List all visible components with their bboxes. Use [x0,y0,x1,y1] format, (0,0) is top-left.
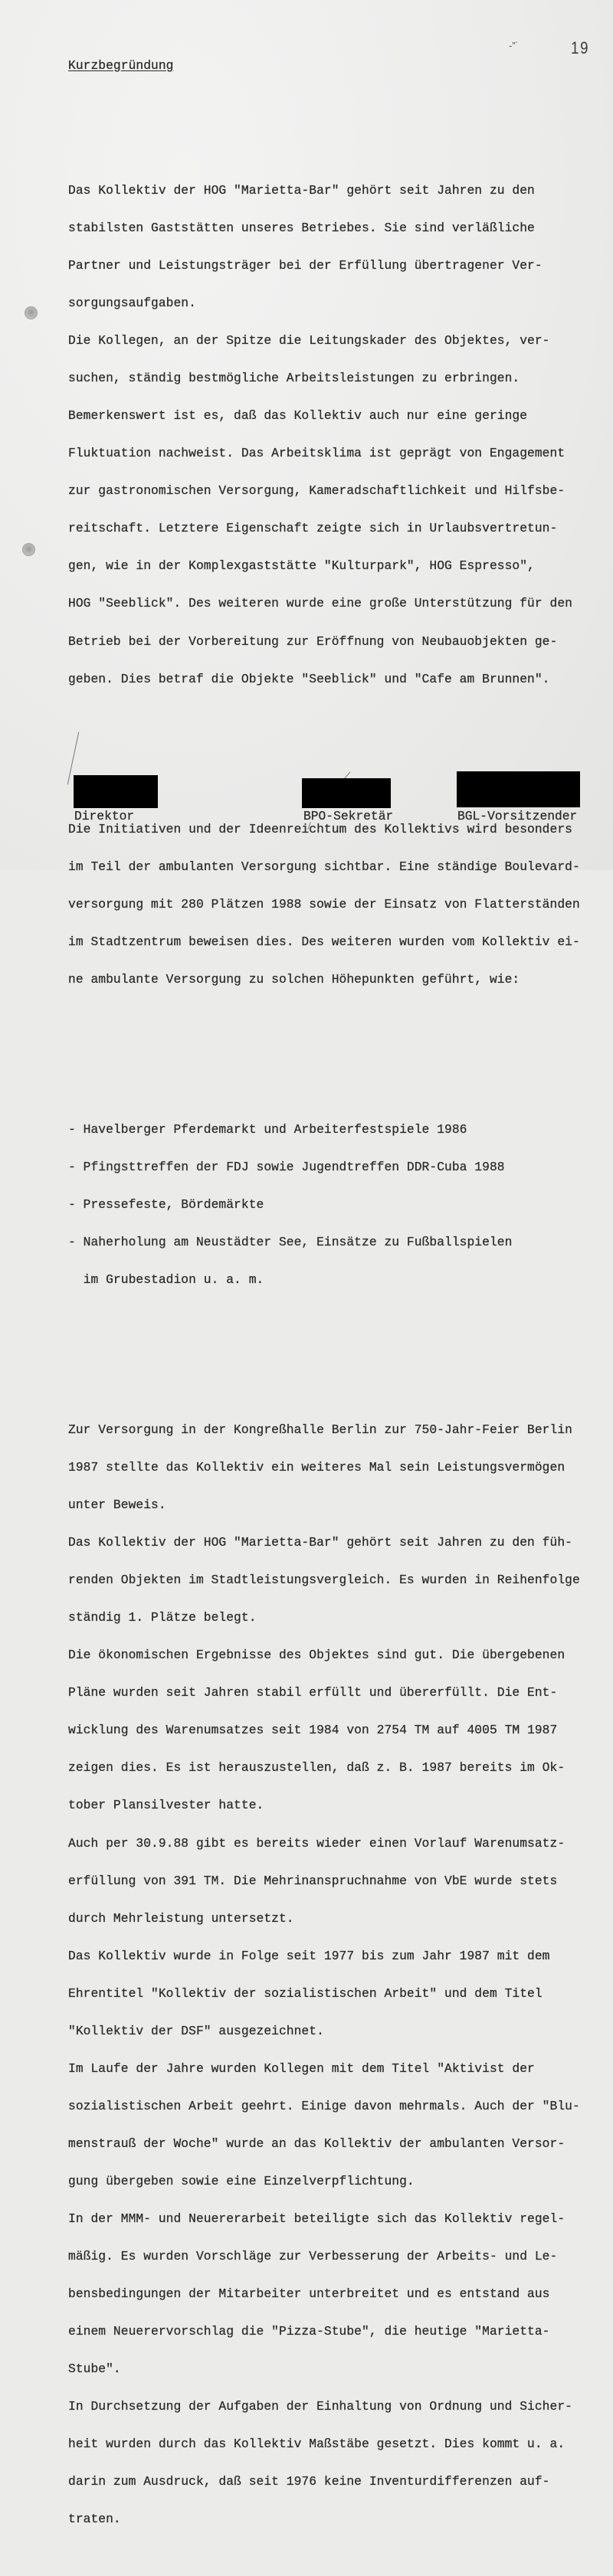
text-line: geben. Dies betraf die Objekte "Seeblick" und "Cafe am Brunnen". [68,671,550,686]
text-line: Die ökonomischen Ergebnisse des Objektes sind gut. Die übergebenen [68,1648,565,1663]
text-line: sozialistischen Arbeit geehrt. Einige davon mehrmals. Auch der "Blu- [68,2098,580,2113]
list-item: - Pfingsttreffen der FDJ sowie Jugendtreffen DDR-Cuba 1988 [68,1159,505,1174]
blank-line [68,1036,580,1049]
blank-line [68,97,580,110]
text-line: versorgung mit 280 Plätzen 1988 sowie der Einsatz von Flatterständen [68,896,580,912]
text-line: ne ambulante Versorgung zu solchen Höhepunkten geführt, wie: [68,971,520,987]
text-line: ständig 1. Plätze belegt. [68,1610,257,1625]
text-line: zur gastronomischen Versorgung, Kameradschaftlichkeit und Hilfsbe- [68,483,565,499]
text-line: darin zum Ausdruck, daß seit 1976 keine Inventurdifferenzen auf- [68,2474,550,2489]
punch-hole-top [25,306,38,319]
text-line: Ehrentitel "Kollektiv der sozialistischen Arbeit" und dem Titel [68,1985,543,2001]
text-line: sorgungsaufgaben. [68,296,196,311]
text-line: Die Initiativen und der Ideenreichtum des Kollektivs wird besonders [68,821,572,836]
paragraph-2 [68,798,580,1011]
text-line: tober Plansilvester hatte. [68,1798,264,1813]
text-line: Betrieb bei der Vorbereitung zur Eröffnung von Neubauobjekten ge- [68,633,558,649]
text-line: Pläne wurden seit Jahren stabil erfüllt und übererfüllt. Die Ent- [68,1685,558,1700]
text-line: im Teil der ambulanten Versorgung sichtbar. Eine ständige Boulevard- [68,859,580,874]
text-line: 1987 stellte das Kollektiv ein weiteres Mal sein Leistungsvermögen [68,1460,565,1475]
signature-label-bpo: BPO-Sekretär [303,809,394,823]
text-line: menstrauß der Woche" wurde an das Kollektiv der ambulanten Versor- [68,2136,565,2151]
paragraph-1 [68,159,580,710]
text-line: Im Laufe der Jahre wurden Kollegen mit dem Titel "Aktivist der [68,2060,535,2076]
text-line: unter Beweis. [68,1497,166,1513]
punch-hole-bottom [22,543,35,556]
text-line: durch Mehrleistung untersetzt. [68,1910,294,1926]
paragraph-4 [68,1399,580,2551]
text-line: reitschaft. Letztere Eigenschaft zeigte sich in Urlaubsvertretun- [68,521,558,536]
blank-line [68,1337,580,1349]
text-line: Zur Versorgung in der Kongreßhalle Berlin zur 750-Jahr-Feier Berlin [68,1422,572,1438]
text-line: stabilsten Gaststätten unseres Betriebes. Sie sind verläßliche [68,221,535,236]
text-line: erfüllung von 391 TM. Die Mehrinanspruchnahme von VbE wurde stets [68,1873,558,1888]
list-item-continuation: im Grubestadion u. a. m. [68,1272,264,1288]
text-line: suchen, ständig bestmögliche Arbeitsleistungen zu erbringen. [68,371,520,386]
page-number: 19 [571,38,590,57]
text-line: traten. [68,2512,121,2527]
document-body [68,34,580,2576]
redacted-signature-director [74,775,158,808]
text-line: Stube". [68,2361,121,2376]
text-line: Das Kollektiv der HOG "Marietta-Bar" gehört seit Jahren zu den füh- [68,1535,572,1550]
text-line: Fluktuation nachweist. Das Arbeitsklima ist geprägt von Engagement [68,446,565,461]
text-line: Das Kollektiv der HOG "Marietta-Bar" gehört seit Jahren zu den [68,183,535,198]
redacted-signature-bpo [302,778,391,808]
text-line: gen, wie in der Komplexgaststätte "Kulturpark", HOG Espresso", [68,558,535,574]
text-line: HOG "Seeblick". Des weiteren wurde eine große Unterstützung für den [68,596,572,611]
text-line: renden Objekten im Stadtleistungsvergleich. Es wurden in Reihenfolge [68,1573,580,1588]
text-line: Das Kollektiv wurde in Folge seit 1977 bis zum Jahr 1987 mit dem [68,1948,550,1963]
list-item: - Naherholung am Neustädter See, Einsätze zu Fußballspielen [68,1235,513,1249]
text-line: zeigen dies. Es ist herauszustellen, daß z. B. 1987 bereits im Ok- [68,1760,565,1776]
handwritten-mark: -”˙ [509,40,519,51]
text-line: bensbedingungen der Mitarbeiter unterbreitet und es entstand aus [68,2286,550,2301]
text-line: Auch per 30.9.88 gibt es bereits wieder einen Vorlauf Warenumsatz- [68,1835,565,1851]
text-line: im Stadtzentrum beweisen dies. Des weiteren wurden vom Kollektiv ei- [68,934,580,949]
list-item: - Pressefeste, Bördemärkte [68,1196,264,1212]
text-line: wicklung des Warenumsatzes seit 1984 von 2754 TM auf 4005 TM 1987 [68,1723,558,1738]
text-line: "Kollektiv der DSF" ausgezeichnet. [68,2023,324,2038]
text-line: In Durchsetzung der Aufgaben der Einhaltung von Ordnung und Sicher- [68,2398,572,2414]
event-list [68,1098,580,1311]
redacted-signature-bgl [457,771,580,807]
text-line: mäßig. Es wurden Vorschläge zur Verbesserung der Arbeits- und Le- [68,2248,558,2263]
text-line: Partner und Leistungsträger bei der Erfüllung übertragener Ver- [68,258,543,273]
blank-line [68,735,580,748]
text-line: einem Neuerervorschlag die "Pizza-Stube", die heutige "Marietta- [68,2323,550,2339]
text-line: gung übergeben sowie eine Einzelverpflichtung. [68,2173,415,2188]
list-item: - Havelberger Pferdemarkt und Arbeiterfestspiele 1986 [68,1121,467,1137]
signature-label-bgl: BGL-Vorsitzender [457,809,578,823]
document-heading: Kurzbegründung [68,57,174,73]
text-line: In der MMM- und Neuererarbeit beteiligte sich das Kollektiv regel- [68,2211,565,2226]
text-line: Bemerkenswert ist es, daß das Kollektiv auch nur eine geringe [68,408,528,424]
text-line: Die Kollegen, an der Spitze die Leitungskader des Objektes, ver- [68,333,550,349]
signature-label-director: Direktor [74,809,135,823]
text-line: heit wurden durch das Kollektiv Maßstäbe gesetzt. Dies kommt u. a. [68,2437,565,2451]
